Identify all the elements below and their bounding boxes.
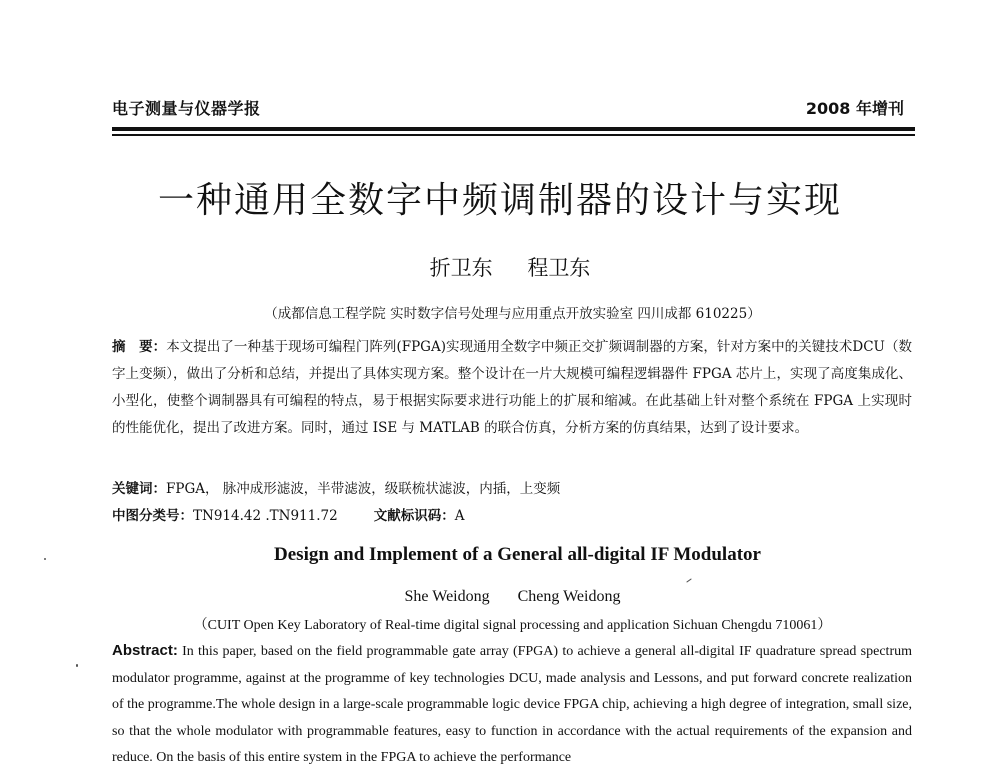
abstract-en bbox=[112, 638, 912, 772]
abstract-cn bbox=[112, 334, 912, 442]
keywords-cn bbox=[112, 476, 912, 503]
keywords-label: 关键词： bbox=[112, 481, 166, 497]
paper-title-cn: 一种通用全数字中频调制器的设计与实现 bbox=[157, 180, 842, 221]
author-en-2: Cheng Weidong bbox=[517, 588, 621, 605]
authors-cn bbox=[0, 252, 1000, 282]
abstract-cn-text: 本文提出了一种基于现场可编程门阵列(FPGA)实现通用全数字中频正交扩频调制器的方案，针对方案中的关键技术DCU（数字上变频），做出了分析和总结，并提出了具体实现方案。整个设计在一片大规模可编程逻辑器件 FPGA 芯片上，实现了高度集成化、小型化，使整个调制器具有可编程的特点，易于根据实际要求进行功能上的扩展和缩减。在此基础上针对整个系统在 FPGA 上实现时的性能优化，提出了改进方案。同时，通过 ISE 与 MATLAB 的联合仿真，分析方案的仿真结果，达到了设计要求。 bbox=[112, 339, 913, 436]
doc-code-label: 文献标识码： bbox=[373, 508, 455, 524]
affiliation-cn: （成都信息工程学院 实时数字信号处理与应用重点开放实验室 四川成都 610225） bbox=[264, 306, 761, 322]
header-rule-thin bbox=[112, 134, 915, 136]
affiliation-en: （CUIT Open Key Laboratory of Real-time digital signal processing and application Sichuan Chengdu 710061） bbox=[193, 618, 832, 633]
doc-code-value: A bbox=[454, 508, 465, 524]
authors-en bbox=[0, 588, 1000, 606]
scan-speck bbox=[76, 664, 78, 667]
author-en-1: She Weidong bbox=[404, 588, 490, 605]
classification-line bbox=[112, 503, 912, 530]
paper-title-en: Design and Implement of a General all-digital IF Modulator bbox=[274, 544, 761, 565]
clc-value: TN914.42 .TN911.72 bbox=[193, 508, 338, 524]
author-cn-1: 折卫东 bbox=[429, 256, 493, 280]
header-rule-thick bbox=[112, 127, 915, 131]
author-cn-2: 程卫东 bbox=[527, 256, 591, 280]
scan-speck bbox=[44, 558, 46, 560]
clc-label: 中图分类号： bbox=[112, 508, 193, 524]
scan-speck bbox=[686, 578, 691, 582]
abstract-en-label: Abstract: bbox=[112, 642, 178, 659]
journal-name: 电子测量与仪器学报 bbox=[112, 99, 261, 118]
abstract-en-text: In this paper, based on the field programmable gate array (FPGA) to achieve a general all-digital IF quadrature spread spectrum modulator programme, against at the programme of key technologies DCU, made analysis and Lessons, and put forward concrete realization of the programme.The whole design in a large-scale programmable logic device FPGA chip, achieving a high degree of integration, small size, so that the whole modulator with programmable features, easy to function in accordance with the actual requirements of the expansion and reduce. On the basis of this entire system in the FPGA to achieve the performance bbox=[112, 644, 912, 765]
journal-issue: 2008 年增刊 bbox=[805, 99, 904, 118]
keywords-text: FPGA， 脉冲成形滤波，半带滤波，级联梳状滤波，内插，上变频 bbox=[166, 481, 561, 497]
abstract-cn-label: 摘 要： bbox=[112, 339, 167, 355]
